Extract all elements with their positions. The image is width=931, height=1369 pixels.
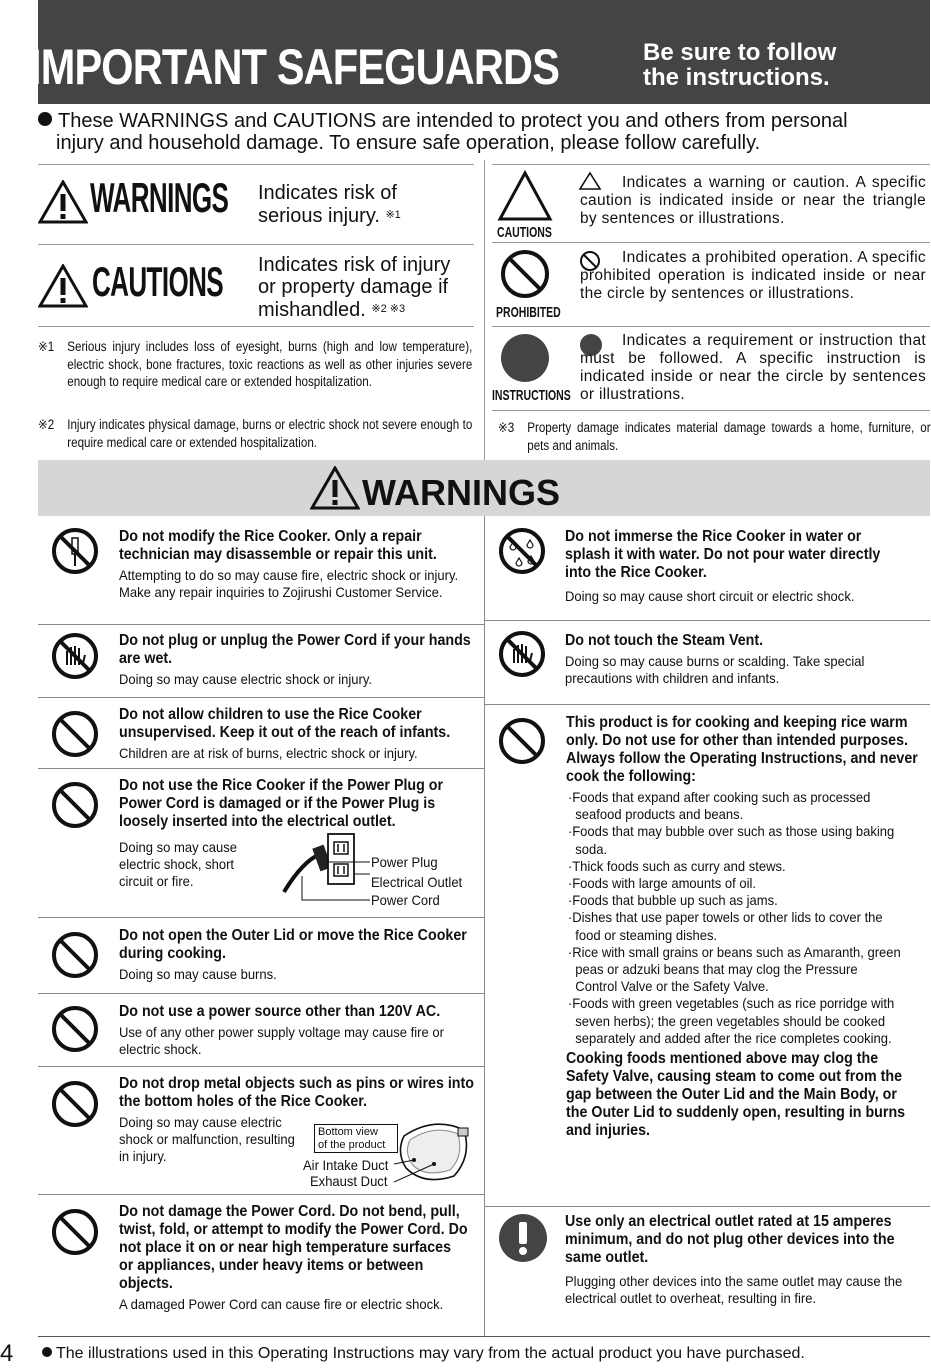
warning-item-power-cord: Do not damage the Power Cord. Do not bend, pull, twist, fold, or attempt to modify the Power Cord. Do not place it on or near high temperature surfaces or appliances, under heavy items or between objects. A damaged Power Cord can cause fire or electric shock. bbox=[119, 1203, 468, 1312]
prohibited-symbol-icon bbox=[499, 248, 551, 300]
prohibited-icon bbox=[50, 1004, 100, 1054]
instructions-label: INSTRUCTIONS bbox=[492, 387, 571, 404]
prohibited-icon bbox=[50, 780, 100, 830]
food-list-item: ·Foods with large amounts of oil. bbox=[567, 875, 757, 892]
prohibited-icon bbox=[50, 709, 100, 759]
divider bbox=[484, 704, 930, 705]
divider bbox=[492, 164, 930, 165]
label-power-plug: Power Plug bbox=[371, 854, 438, 870]
rice-cooker-bottom-illustration bbox=[394, 1116, 474, 1188]
food-list bbox=[566, 789, 901, 1047]
divider bbox=[38, 164, 474, 165]
intro-text: These WARNINGS and CAUTIONS are intended to protect you and others from personal injury and household damage. To ensure safe operation, please follow carefully. bbox=[38, 110, 930, 154]
legend-cautions-word: CAUTIONS bbox=[92, 258, 224, 305]
warning-item-outlet: Use only an electrical outlet rated at 15 amperes minimum, and do not plug other devices into the same outlet. Plugging other devices into the same outlet may cause the electrical outlet to overheat, resulting in fire. bbox=[565, 1213, 903, 1306]
no-disassemble-icon bbox=[50, 526, 100, 576]
page-title: IMPORTANT SAFEGUARDS bbox=[30, 39, 560, 95]
prohibited-icon bbox=[50, 930, 100, 980]
divider bbox=[492, 410, 930, 411]
label-power-cord: Power Cord bbox=[371, 892, 440, 908]
bullet-icon bbox=[38, 112, 52, 126]
divider bbox=[38, 768, 484, 769]
warning-item-steam-vent: Do not touch the Steam Vent. Doing so may cause burns or scalding. Take special precautions with children and infants. bbox=[565, 632, 865, 686]
bottom-view-box: Bottom view of the product bbox=[314, 1124, 398, 1153]
food-list-item: ·Dishes that use paper towels or other lids to cover the food or steaming dishes. bbox=[567, 909, 883, 943]
divider bbox=[484, 620, 930, 621]
note-2: ※2 Injury indicates physical damage, burns or electric shock not severe enough to require medical care or extended hospitalization. bbox=[38, 417, 473, 450]
divider bbox=[38, 697, 484, 698]
label-electrical-outlet: Electrical Outlet bbox=[371, 874, 463, 890]
banner-warning-icon bbox=[310, 466, 360, 510]
instructions-desc: Indicates a requirement or instruction that must be followed. A specific instruction is indicated inside or near the circle by sentences or illustrations. bbox=[580, 332, 926, 403]
footer-note: The illustrations used in this Operating Instructions may vary from the actual product you have purchased. bbox=[30, 1345, 805, 1363]
no-wet-hands-icon bbox=[50, 631, 100, 681]
divider bbox=[484, 160, 485, 460]
banner-title: WARNINGS bbox=[362, 472, 560, 513]
food-list-item: ·Thick foods such as curry and stews. bbox=[567, 857, 786, 874]
food-list-item: ·Foods that expand after cooking such as processed seafood products and beans. bbox=[567, 789, 871, 823]
legend-warnings-word: WARNINGS bbox=[90, 174, 229, 221]
divider bbox=[38, 1066, 484, 1067]
food-list-item: ·Foods that bubble up such as jams. bbox=[567, 892, 778, 909]
cautions-label: CAUTIONS bbox=[497, 224, 552, 241]
divider bbox=[38, 244, 474, 245]
warning-item-metal-objects: Do not drop metal objects such as pins or wires into the bottom holes of the Rice Cooker. Doing so may cause electric shock or malfunction, resulting in injury. bbox=[119, 1075, 474, 1164]
divider bbox=[492, 242, 930, 243]
label-exhaust: Exhaust Duct bbox=[310, 1173, 388, 1189]
divider bbox=[38, 1194, 484, 1195]
note-3: ※3 Property damage indicates material damage towards a home, furniture, or pets and animals. bbox=[498, 420, 931, 453]
exclamation-icon bbox=[497, 1212, 549, 1264]
divider bbox=[38, 993, 484, 994]
prohibited-icon bbox=[497, 716, 547, 766]
warning-triangle-icon bbox=[38, 180, 88, 224]
bullet-icon bbox=[42, 1347, 52, 1357]
caution-symbol-icon bbox=[497, 170, 553, 222]
legend-cautions-desc: Indicates risk of injury or property damage if mishandled. $^{※2 ※3}$ bbox=[258, 254, 451, 321]
prohibited-label: PROHIBITED bbox=[496, 304, 561, 321]
no-touch-icon bbox=[497, 629, 547, 679]
warning-item-wet-hands: Do not plug or unplug the Power Cord if your hands are wet. Doing so may cause electric shock or injury. bbox=[119, 632, 471, 687]
warning-item-damaged-plug: Do not use the Rice Cooker if the Power Plug or Power Cord is damaged or if the Power Plug is loosely inserted into the electrical outlet. Doing so may cause electric shock, short circuit or fire. bbox=[119, 777, 444, 889]
divider bbox=[484, 1206, 930, 1207]
warning-item-immerse: Do not immerse the Rice Cooker in water or splash it with water. Do not pour water directly into the Rice Cooker. Doing so may cause short circuit or electric shock. bbox=[565, 528, 881, 604]
divider bbox=[492, 326, 930, 327]
warning-item-outer-lid: Do not open the Outer Lid or move the Rice Cooker during cooking. Doing so may cause burns. bbox=[119, 927, 467, 982]
divider bbox=[38, 326, 474, 327]
legend-warnings-desc: Indicates risk of serious injury. $^{※1}$ bbox=[258, 182, 401, 227]
no-water-icon bbox=[497, 526, 547, 576]
food-list-item: ·Foods with green vegetables (such as rice porridge with seven herbs); the green vegetables should be cooked separately and added after the rice completes cooking. bbox=[567, 995, 895, 1046]
warning-item-power-source: Do not use a power source other than 120V AC. Use of any other power supply voltage may cause fire or electric shock. bbox=[119, 1003, 444, 1057]
page-subtitle: Be sure to follow the instructions. bbox=[643, 39, 837, 91]
footer-divider bbox=[38, 1336, 930, 1337]
caution-triangle-icon bbox=[38, 264, 88, 308]
prohibited-icon bbox=[50, 1207, 100, 1257]
food-list-item: ·Rice with small grains or beans such as Amaranth, green peas or adzuki beans that may clog the Pressure Control Valve or the Safety Valve. bbox=[567, 943, 901, 995]
prohibited-icon bbox=[50, 1079, 100, 1129]
warning-item-cooking-only: This product is for cooking and keeping rice warm only. Do not use for other than intended purposes. Always follow the Operating Instructions, and never cook the following: ·Foods that expand after cooking such as processed seafood products and beans. ·Foods that may bubble over such as those using baking soda. ·Thick foods such as curry and stews. ·Foods with large amounts of oil. ·Foods that bubble up such as jams. ·Dishes that use paper towels or other lids to cover the food or steaming dishes. ·Rice with small grains or beans such as Amaranth, green peas or adzuki beans that may clog the Pressure Control Valve or the Safety Valve. ·Foods with green vegetables (such as rice porridge with seven herbs); the green vegetables should be cooked separately and added after the rice completes cooking. Cooking foods mentioned above may clog the Safety Valve, causing steam to come out from the gap between the Outer Lid and the Main Body, or the Outer Lid to suddenly open, resulting in burns and injuries. bbox=[566, 714, 918, 1140]
plug-outlet-illustration bbox=[282, 832, 372, 912]
instructions-symbol-icon bbox=[499, 332, 551, 384]
warning-item-modify: Do not modify the Rice Cooker. Only a repair technician may disassemble or repair this unit. Attempting to do so may cause fire, electric shock or injury. Make any repair inquiries to Zojirushi Customer Service. bbox=[119, 528, 459, 600]
warning-item-children: Do not allow children to use the Rice Cooker unsupervised. Keep it out of the reach of infants. Children are at risk of burns, electric shock or injury. bbox=[119, 706, 451, 761]
food-list-item: ·Foods that may bubble over such as those using baking soda. bbox=[567, 823, 895, 857]
note-1: ※1 Serious injury includes loss of eyesight, burns (high and low temperature), electric shock, bone fractures, toxic reactions as well as other injuries severe enough to require medical care or extended hospitalization. bbox=[38, 339, 473, 389]
prohibited-desc: Indicates a prohibited operation. A specific prohibited operation is indicated inside or near the circle by sentences or illustrations. bbox=[580, 249, 926, 302]
cautions-desc: Indicates a warning or caution. A specific caution is indicated inside or near the triangle by sentences or illustrations. bbox=[580, 174, 926, 227]
divider bbox=[38, 917, 484, 918]
divider bbox=[38, 624, 484, 625]
page-number: 4 bbox=[0, 1340, 14, 1367]
label-air-intake: Air Intake Duct bbox=[303, 1157, 389, 1173]
